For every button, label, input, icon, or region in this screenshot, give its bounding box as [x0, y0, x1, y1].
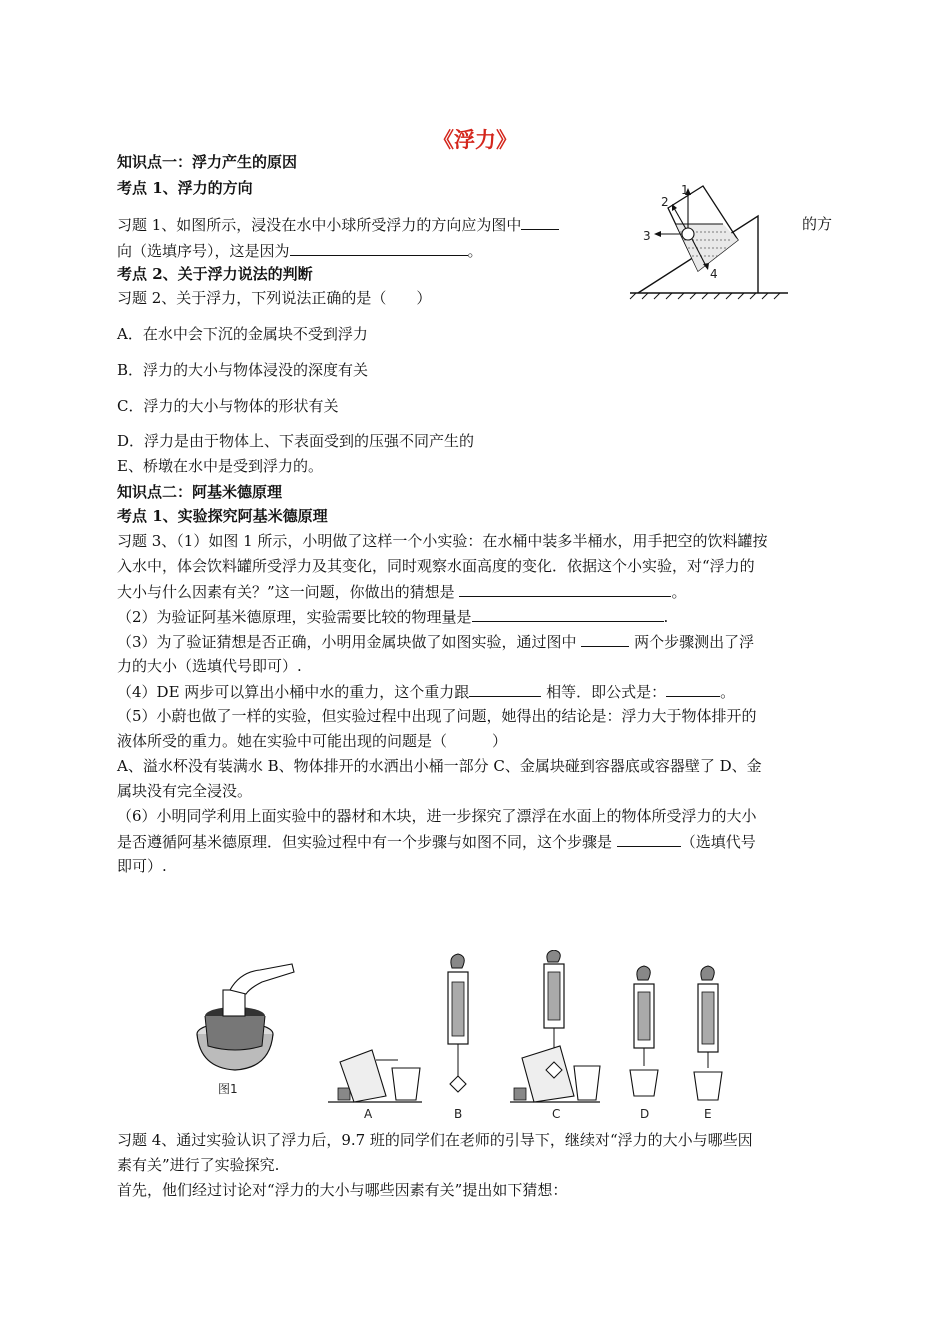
- answer-blank: [472, 606, 664, 622]
- step-label-a: A: [364, 1107, 373, 1120]
- answer-blank: [290, 240, 468, 256]
- step-d-empty-bucket: [630, 966, 658, 1120]
- incline-container-figure: [628, 178, 793, 300]
- option-a: A．在水中会下沉的金属块不受到浮力: [117, 325, 368, 343]
- knowledge-point-2-heading: 知识点二：阿基米德原理: [117, 483, 283, 501]
- question-4-line-2: 素有关”进行了实验探究.: [117, 1156, 280, 1174]
- option-b: B．浮力的大小与物体浸没的深度有关: [117, 361, 369, 379]
- question-3-line-3: 大小与什么因素有关？”这一问题，你做出的猜想是 。: [117, 583, 687, 601]
- question-3-line-4: （2）为验证阿基米德原理，实验需要比较的物理量是 .: [117, 608, 669, 626]
- option-d: D．浮力是由于物体上、下表面受到的压强不同产生的: [117, 432, 475, 450]
- question-3-line-14: 即可）.: [117, 857, 167, 875]
- question-4-line-3: 首先，他们经过讨论对“浮力的大小与哪些因素有关”提出如下猜想：: [117, 1181, 568, 1199]
- knowledge-point-1-heading: 知识点一：浮力产生的原因: [117, 153, 298, 171]
- question-3-line-11: 属块没有完全浸没。: [117, 782, 253, 800]
- exam-point-1-heading: 考点 1、浮力的方向: [117, 179, 253, 197]
- step-c-submerged-block: [510, 950, 600, 1120]
- answer-blank: [469, 681, 541, 697]
- step-label-d: D: [640, 1107, 650, 1120]
- step-e-bucket-with-water: [694, 966, 722, 1120]
- exam-point-2-1-heading: 考点 1、实验探究阿基米德原理: [117, 507, 328, 525]
- step-label-b: B: [454, 1107, 463, 1120]
- question-3-line-1: 习题 3、（1）如图 1 所示，小明做了这样一个小实验：在水桶中装多半桶水，用手把空的饮料罐按: [117, 532, 768, 550]
- question-3-line-10: A、溢水杯没有装满水 B、物体排开的水洒出小桶一部分 C、金属块碰到容器底或容器壁了 D、金: [117, 757, 762, 775]
- question-3-line-6: 力的大小（选填代号即可）.: [117, 657, 302, 675]
- answer-blank: [666, 681, 720, 697]
- option-e: E、桥墩在水中是受到浮力的。: [117, 457, 323, 475]
- question-1-line-2: 向（选填序号），这是因为 。: [117, 242, 483, 260]
- step-label-c: C: [552, 1107, 561, 1120]
- answer-blank: [581, 631, 629, 647]
- question-1-text: 习题 1、如图所示，浸没在水中小球所受浮力的方向应为图中: [117, 216, 522, 234]
- question-3-line-9: 液体所受的重力。她在实验中可能出现的问题是（ ）: [117, 732, 508, 750]
- question-3-line-2: 入水中，体会饮料罐所受浮力及其变化，同时观察水面高度的变化．依据这个小实验，对“浮力的: [117, 557, 755, 575]
- question-4-line-1: 习题 4、通过实验认识了浮力后，9.7 班的同学们在老师的引导下，继续对“浮力的大小与哪些因: [117, 1131, 753, 1149]
- answer-blank: [617, 831, 681, 847]
- figure-label-3: 3: [643, 229, 651, 243]
- question-1-tail: 的方: [802, 215, 833, 233]
- question-3-line-12: （6）小明同学利用上面实验中的器材和木块，进一步探究了漂浮在水面上的物体所受浮力的大小: [117, 807, 757, 825]
- figure-label-2: 2: [661, 195, 669, 209]
- figure-1-bucket-illustration: [197, 964, 294, 1096]
- question-2-stem: 习题 2、关于浮力，下列说法正确的是（ ）: [117, 289, 432, 307]
- question-3-line-13: 是否遵循阿基米德原理．但实验过程中有一个步骤与如图不同，这个步骤是 （选填代号: [117, 833, 756, 851]
- figure-1-caption: 图1: [218, 1082, 238, 1096]
- question-3-line-5: （3）为了验证猜想是否正确，小明用金属块做了如图实验，通过图中 两个步骤测出了浮: [117, 633, 755, 651]
- page-title: 《浮力》: [433, 127, 517, 152]
- archimedes-experiment-figure: [190, 950, 750, 1120]
- step-a-overflow-cup: [328, 1050, 422, 1120]
- step-b-spring-scale: [448, 954, 468, 1120]
- step-label-e: E: [704, 1107, 712, 1120]
- answer-blank: [521, 214, 559, 230]
- figure-label-4: 4: [710, 267, 718, 281]
- exam-point-2-heading: 考点 2、关于浮力说法的判断: [117, 265, 313, 283]
- question-3-line-7: （4）DE 两步可以算出小桶中水的重力，这个重力跟 相等．即公式是： 。: [117, 683, 736, 701]
- question-3-line-8: （5）小蔚也做了一样的实验，但实验过程中出现了问题，她得出的结论是：浮力大于物体排开的: [117, 707, 757, 725]
- option-c: C．浮力的大小与物体的形状有关: [117, 397, 339, 415]
- answer-blank: [459, 581, 671, 597]
- figure-label-1: 1: [681, 183, 689, 197]
- question-1-line-1: [117, 214, 559, 235]
